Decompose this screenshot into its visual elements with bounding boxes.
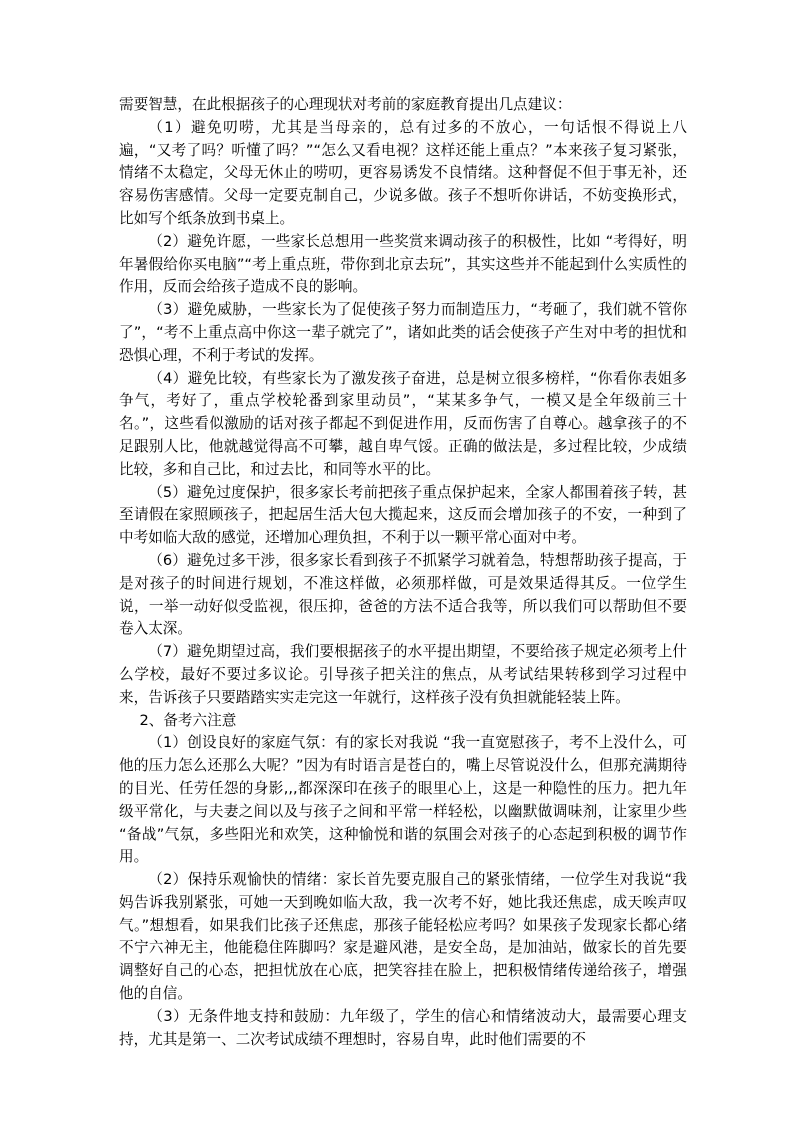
advice-point-3: （3）避免威胁，一些家长为了促使孩子努力而制造压力，“考砸了，我们就不管你了”，“考不上重点高中你这一辈子就完了”，诸如此类的话会使孩子产生对中考的担忧和恐惧心理，不利于考试的发挥。	[119, 301, 687, 364]
advice-point-7: （7）避免期望过高，我们要根据孩子的水平提出期望，不要给孩子规定必须考上什么学校，最好不要过多议论。引导孩子把关注的焦点，从考试结果转移到学习过程中来，告诉孩子只要踏踏实实走完这一年就行，这样孩子没有负担就能轻装上阵。	[119, 643, 687, 706]
advice-point-6: （6）避免过多干涉，很多家长看到孩子不抓紧学习就着急，特想帮助孩子提高，于是对孩子的时间进行规划，不准这样做，必须那样做，可是效果适得其反。一位学生说，一举一动好似受监视，很压抑，爸爸的方法不适合我等，所以我们可以帮助但不要卷入太深。	[119, 551, 687, 638]
advice-point-1: （1）避免叨唠，尤其是当母亲的，总有过多的不放心，一句话恨不得说上八遍，“又考了吗？听懂了吗？”“怎么又看电视？这样还能上重点？”本来孩子复习紧张，情绪不太稳定，父母无休止的唠叨，更容易诱发不良情绪。这种督促不但于事无补，还容易伤害感情。父母一定要克制自己，少说多做。孩子不想听你讲话，不妨变换形式，比如写个纸条放到书桌上。	[119, 118, 687, 227]
section2-point-3: （3）无条件地支持和鼓励：九年级了，学生的信心和情绪波动大，最需要心理支持，尤其是第一、二次考试成绩不理想时，容易自卑，此时他们需要的不	[119, 1007, 687, 1048]
document-page	[119, 94, 687, 1051]
section2-point-2: （2）保持乐观愉快的情绪：家长首先要克服自己的紧张情绪，一位学生对我说“我妈告诉我别紧张，可她一天到晚如临大敌，我一次考不好，她比我还焦虑，成天唉声叹气。”想想看，如果我们比孩子还焦虑，那孩子能轻松应考吗？如果孩子发现家长都心绪不宁六神无主，他能稳住阵脚吗？家是避风港，是安全岛，是加油站，做家长的首先要调整好自己的心态，把担忧放在心底，把笑容挂在脸上，把积极情绪传递给孩子，增强他的自信。	[119, 871, 687, 1003]
intro-paragraph: 需要智慧，在此根据孩子的心理现状对考前的家庭教育提出几点建议：	[119, 96, 572, 113]
advice-point-2: （2）避免许愿，一些家长总想用一些奖赏来调动孩子的积极性，比如 “考得好，明年暑假给你买电脑”“考上重点班，带你到北京去玩”，其实这些并不能起到什么实质性的作用，反而会给孩子造成不良的影响。	[119, 232, 687, 296]
advice-point-4: （4）避免比较，有些家长为了激发孩子奋进，总是树立很多榜样，“你看你表姐多争气，考好了，重点学校轮番到家里动员”，“某某多争气，一模又是全年级前三十名。”，这些看似激励的话对孩子都起不到促进作用，反而伤害了自尊心。越拿孩子的不足跟别人比，他就越觉得高不可攀，越自卑气馁。正确的做法是，多过程比较，少成绩比较，多和自己比，和过去比，和同等水平的比。	[119, 369, 687, 478]
section2-point-1: （1）创设良好的家庭气氛：有的家长对我说 “我一直宽慰孩子，考不上没什么，可他的压力怎么还那么大呢？”因为有时语言是苍白的，嘴上尽管说没什么，但那充满期待的目光、任劳任怨的身影,,,都深深印在孩子的眼里心上，这是一种隐性的压力。把九年级平常化，与夫妻之间以及与孩子之间和平常一样轻松，以幽默做调味剂，让家里少些 “备战”气氛，多些阳光和欢笑，这种愉悦和谐的氛围会对孩子的心态起到积极的调节作用。	[119, 734, 687, 866]
advice-point-5: （5）避免过度保护，很多家长考前把孩子重点保护起来，全家人都围着孩子转，甚至请假在家照顾孩子，把起居生活大包大揽起来，这反而会增加孩子的不安，一种到了中考如临大敌的感觉，还增加心理负担，不利于以一颗平常心面对中考。	[119, 483, 687, 547]
section-heading: 2、备考六注意	[139, 711, 237, 729]
